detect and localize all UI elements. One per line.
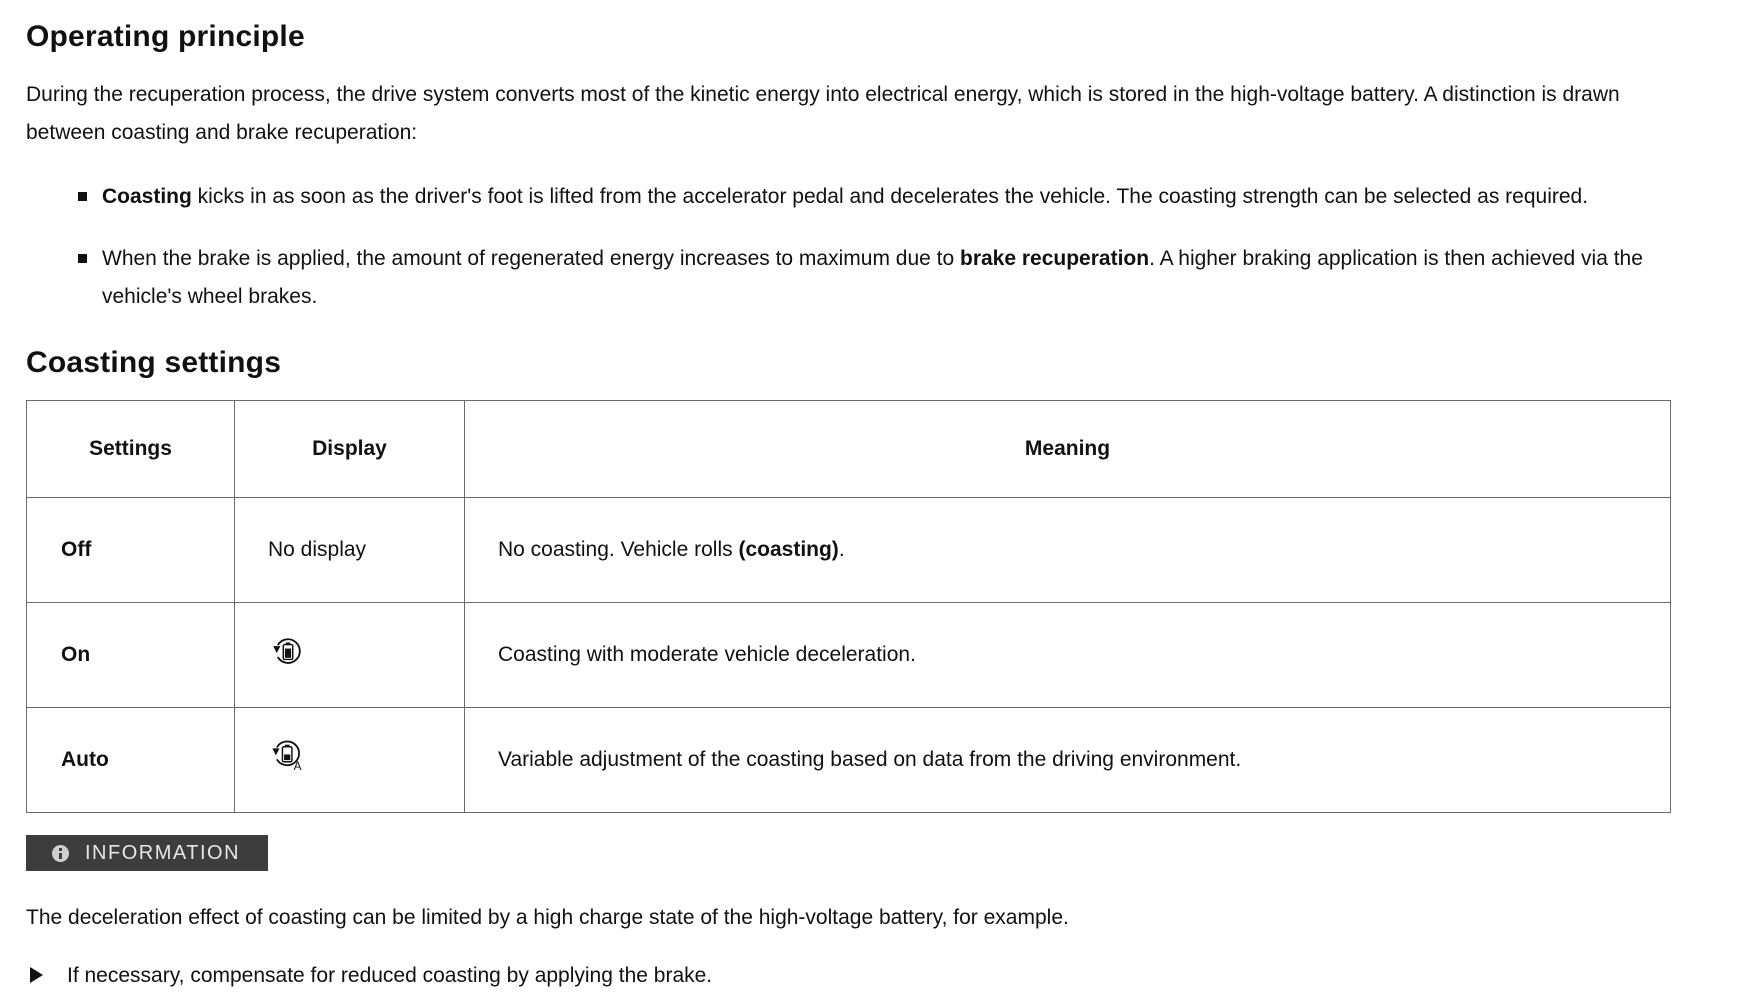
meaning-cell: No coasting. Vehicle rolls (coasting).: [465, 498, 1671, 603]
action-instruction: [26, 959, 1708, 993]
square-bullet-icon: [78, 192, 87, 201]
setting-off-label: Off: [27, 498, 235, 603]
operating-principle-list: [26, 178, 1708, 316]
meaning-cell: Variable adjustment of the coasting based on data from the driving environment.: [465, 708, 1671, 813]
action-instruction-text: If necessary, compensate for reduced coasting by applying the brake.: [67, 964, 713, 987]
square-bullet-icon: [78, 254, 87, 263]
recuperation-battery-auto-icon: [268, 736, 310, 778]
coasting-settings-table: [26, 400, 1671, 813]
table-row: [27, 708, 1671, 813]
operating-principle-intro: During the recuperation process, the drive system converts most of the kinetic energy into electrical energy, which is stored in the high-voltage battery. A distinction is drawn between coasting and brake recuperation:: [26, 83, 1620, 144]
information-badge: [26, 835, 268, 871]
table-row: [27, 498, 1671, 603]
list-item-text: When the brake is applied, the amount of regenerated energy increases to maximum due to brake recuperation. A higher braking application is then achieved via the vehicle's wheel brakes.: [102, 247, 1643, 308]
column-header-settings: Settings: [27, 401, 235, 498]
list-item-text: Coasting kicks in as soon as the driver's foot is lifted from the accelerator pedal and decelerates the vehicle. The coasting strength can be selected as required.: [102, 185, 1589, 208]
setting-on-label: On: [27, 603, 235, 708]
section-title-coasting-settings: Coasting settings: [26, 346, 282, 379]
section-title-operating-principle: Operating principle: [26, 20, 305, 53]
info-icon: [52, 845, 69, 862]
recuperation-battery-icon: [268, 632, 308, 672]
action-arrow-icon: [30, 967, 43, 983]
table-header-row: [27, 401, 1671, 498]
column-header-display: Display: [235, 401, 465, 498]
display-cell-icon: [235, 708, 465, 813]
table-row: [27, 603, 1671, 708]
information-badge-label: INFORMATION: [85, 841, 241, 864]
svg-text:A: A: [293, 758, 302, 773]
list-item: [26, 240, 1708, 316]
column-header-meaning: Meaning: [465, 401, 1671, 498]
information-text: The deceleration effect of coasting can be limited by a high charge state of the high-voltage battery, for example.: [26, 906, 1069, 929]
display-cell-icon: [235, 603, 465, 708]
display-cell-text: No display: [235, 498, 465, 603]
meaning-cell: Coasting with moderate vehicle deceleration.: [465, 603, 1671, 708]
list-item: [26, 178, 1708, 216]
setting-auto-label: Auto: [27, 708, 235, 813]
